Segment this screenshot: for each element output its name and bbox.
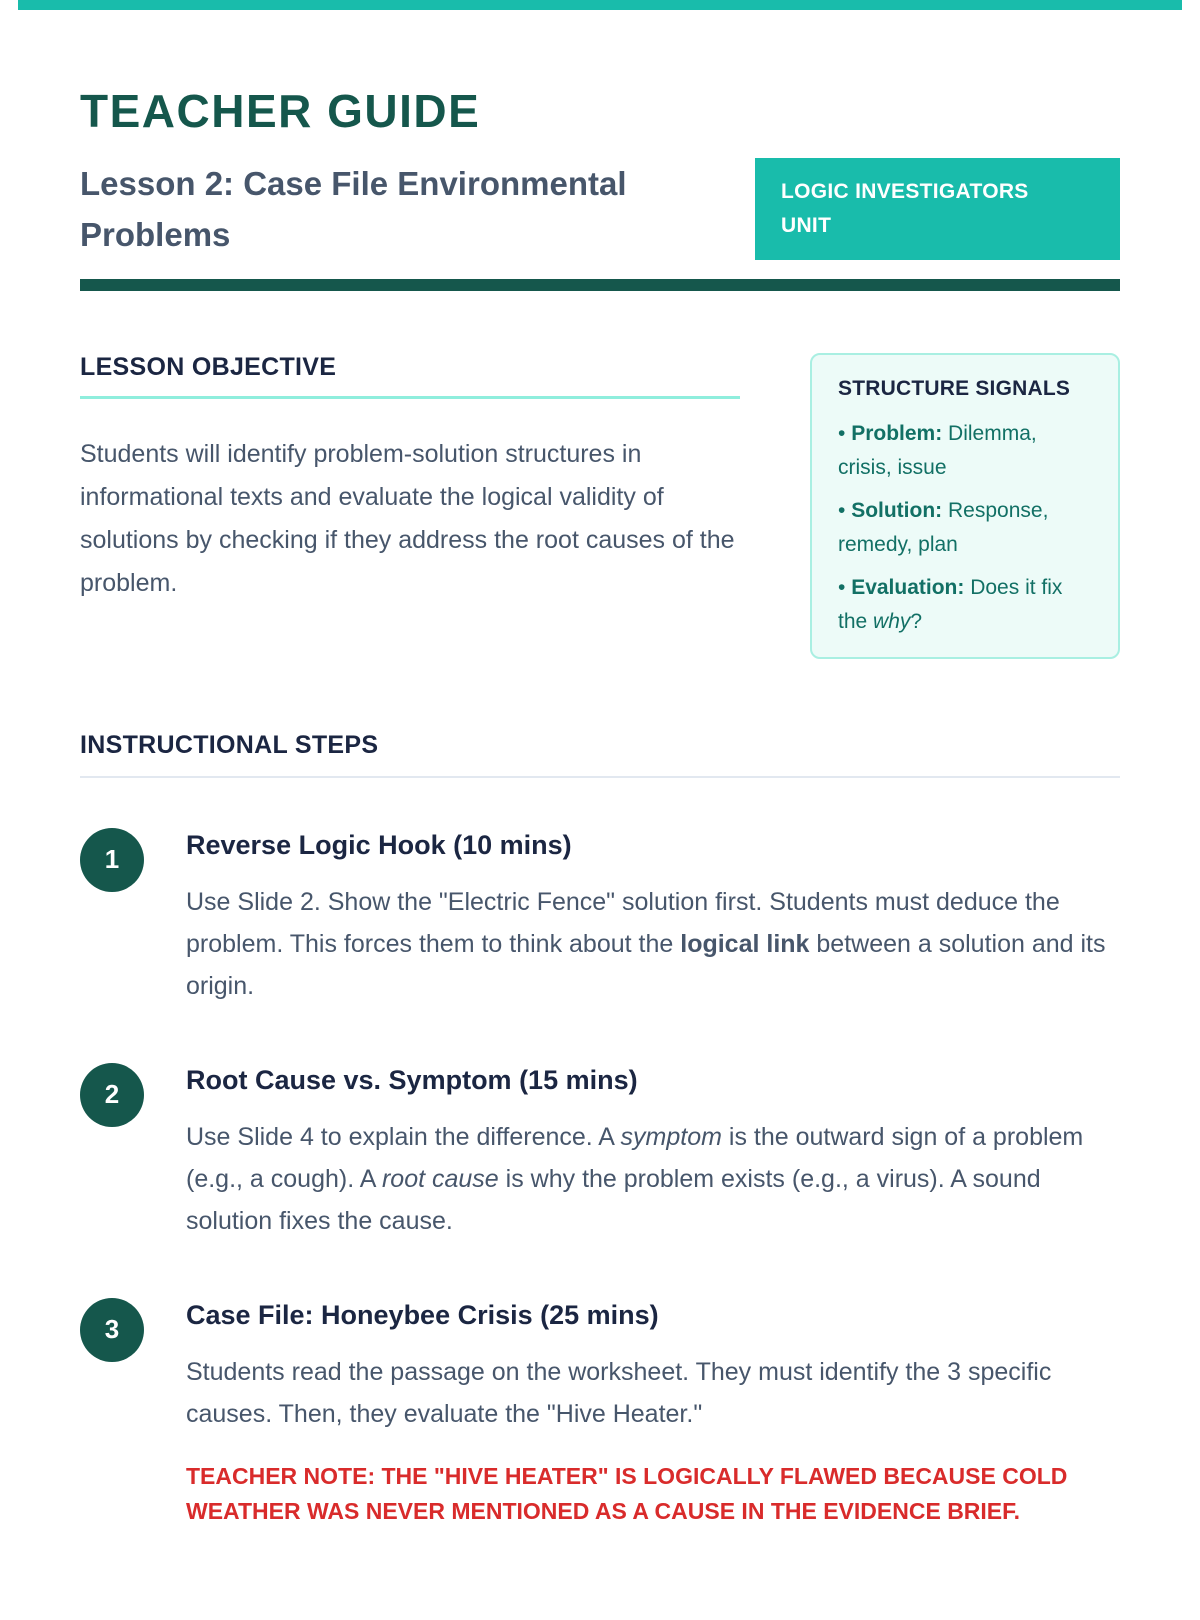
signal-item-evaluation: • Evaluation: Does it fix the why? [838, 576, 1063, 633]
lesson-objective-text: Students will identify problem-solution structures in informational texts and evaluate the logical validity of solutions by checking if they address the root causes of the problem. [80, 439, 735, 597]
step-1 [80, 828, 1120, 1007]
step-3-content [186, 1298, 1120, 1530]
objective-row [80, 353, 1120, 659]
lesson-objective-section [80, 353, 780, 605]
instructional-steps-section [80, 731, 1120, 1530]
step-2-number-badge: 2 [80, 1063, 144, 1127]
teacher-guide-page [0, 84, 1200, 1620]
instructional-steps-heading: INSTRUCTIONAL STEPS [80, 731, 1120, 778]
step-1-title: Reverse Logic Hook (10 mins) [186, 829, 572, 860]
step-2-content [186, 1063, 1120, 1242]
structure-signals-heading: STRUCTURE SIGNALS [838, 376, 1071, 400]
structure-signals-box [810, 353, 1120, 659]
step-1-body: Use Slide 2. Show the "Electric Fence" solution first. Students must deduce the problem. This forces them to think about the logical link between a solution and its origin. [186, 887, 1106, 1000]
step-1-number-badge: 1 [80, 828, 144, 892]
step-3-teacher-note: TEACHER NOTE: THE "HIVE HEATER" IS LOGICALLY FLAWED BECAUSE COLD WEATHER WAS NEVER MENTIONED AS A CAUSE IN THE EVIDENCE BRIEF. [186, 1462, 1068, 1525]
unit-badge [755, 158, 1120, 260]
page-title: TEACHER GUIDE [80, 85, 481, 137]
step-1-content [186, 828, 1120, 1007]
signal-item-solution: • Solution: Response, remedy, plan [838, 499, 1049, 556]
lesson-subtitle: Lesson 2: Case File Environmental Problems [80, 165, 627, 254]
lesson-objective-heading: LESSON OBJECTIVE [80, 353, 740, 399]
step-3 [80, 1298, 1120, 1530]
step-2 [80, 1063, 1120, 1242]
step-3-body: Students read the passage on the worksheet. They must identify the 3 specific causes. Then, they evaluate the "Hive Heater." [186, 1357, 1052, 1428]
step-3-title: Case File: Honeybee Crisis (25 mins) [186, 1299, 659, 1330]
step-2-body: Use Slide 4 to explain the difference. A symptom is the outward sign of a problem (e.g., a cough). A root cause is why the problem exists (e.g., a virus). A sound solution fixes the cause. [186, 1122, 1084, 1235]
signal-item-problem: • Problem: Dilemma, crisis, issue [838, 421, 1037, 479]
section-divider-bar [80, 279, 1120, 291]
step-3-number-badge: 3 [80, 1298, 144, 1362]
step-2-title: Root Cause vs. Symptom (15 mins) [186, 1064, 638, 1095]
top-accent-bar [18, 0, 1182, 10]
unit-badge-line-2: UNIT [781, 214, 832, 238]
unit-badge-line-1: LOGIC INVESTIGATORS [781, 180, 1029, 203]
header-row [80, 158, 1120, 261]
